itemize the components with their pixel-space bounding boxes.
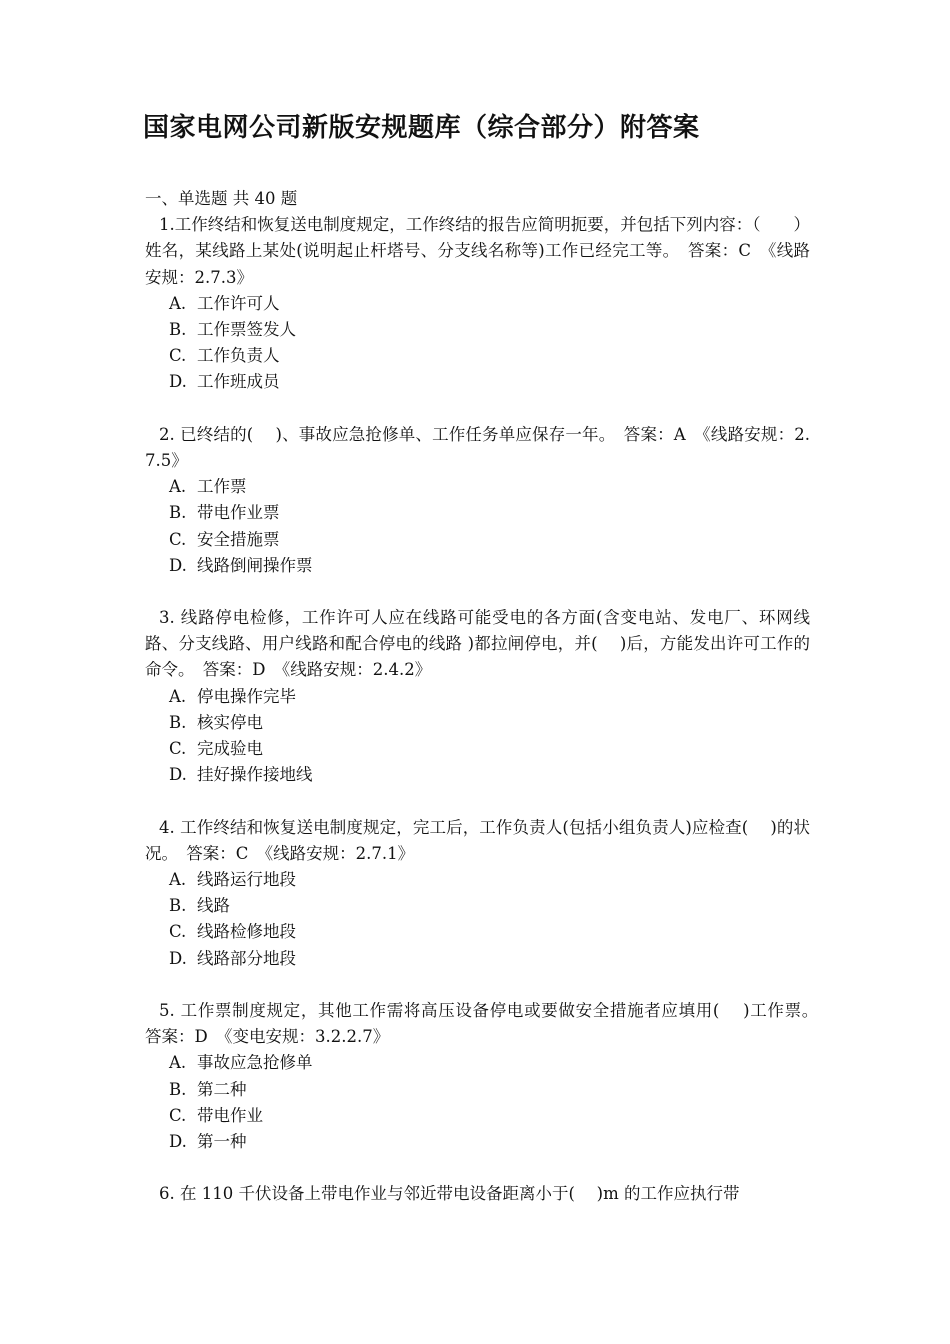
option-text: 完成验电 bbox=[197, 739, 263, 759]
option-text: 带电作业 bbox=[197, 1105, 263, 1125]
document-title: 国家电网公司新版安规题库（综合部分）附答案 bbox=[143, 113, 700, 143]
option-text: 事故应急抢修单 bbox=[197, 1053, 313, 1073]
option-c bbox=[145, 919, 810, 945]
question-text: 4. 工作终结和恢复送电制度规定，完工后，工作负责人(包括小组负责人)应检查( )的状况。 答案：C 《线路安规：2.7.1》 bbox=[145, 817, 810, 863]
option-letter: D. bbox=[169, 1131, 187, 1151]
option-letter: D. bbox=[169, 555, 187, 575]
question-text: 3. 线路停电检修，工作许可人应在线路可能受电的各方面(含变电站、发电厂、环网线路、分支线路、用户线路和配合停电的线路 )都拉闸停电，并( )后，方能发出许可工作的命令。 答案：D 《线路安规：2.4.2》 bbox=[145, 608, 810, 680]
option-letter: A. bbox=[169, 293, 187, 313]
option-text: 工作票 bbox=[197, 477, 247, 497]
question-1 bbox=[145, 212, 810, 395]
option-letter: B. bbox=[169, 712, 187, 732]
option-b bbox=[145, 317, 810, 343]
option-letter: C. bbox=[169, 346, 187, 366]
option-d bbox=[145, 762, 810, 788]
option-text: 停电操作完毕 bbox=[197, 686, 296, 706]
option-text: 第一种 bbox=[197, 1131, 247, 1151]
option-c bbox=[145, 1103, 810, 1129]
question-text: 1.工作终结和恢复送电制度规定，工作终结的报告应简明扼要，并包括下列内容：（ ）姓名，某线路上某处(说明起止杆塔号、分支线名称等)工作已经完工等。 答案：C 《线路安规：2.7.3》 bbox=[145, 215, 810, 287]
option-text: 第二种 bbox=[197, 1079, 247, 1099]
option-letter: A. bbox=[169, 477, 187, 497]
option-text: 工作负责人 bbox=[197, 346, 280, 366]
option-text: 挂好操作接地线 bbox=[197, 765, 313, 785]
document-body bbox=[145, 186, 827, 1208]
option-letter: B. bbox=[169, 1079, 187, 1099]
option-letter: B. bbox=[169, 896, 187, 916]
question-6 bbox=[145, 1181, 810, 1207]
option-letter: C. bbox=[169, 529, 187, 549]
option-letter: A. bbox=[169, 686, 187, 706]
option-letter: C. bbox=[169, 922, 187, 942]
spacer bbox=[145, 972, 810, 998]
option-letter: D. bbox=[169, 948, 187, 968]
option-d bbox=[145, 553, 810, 579]
option-b bbox=[145, 1077, 810, 1103]
option-text: 工作许可人 bbox=[197, 293, 280, 313]
option-b bbox=[145, 893, 810, 919]
option-list bbox=[145, 1050, 810, 1155]
option-letter: B. bbox=[169, 503, 187, 523]
option-text: 线路检修地段 bbox=[197, 922, 296, 942]
option-letter: C. bbox=[169, 1105, 187, 1125]
option-a bbox=[145, 867, 810, 893]
option-letter: D. bbox=[169, 765, 187, 785]
option-letter: D. bbox=[169, 372, 187, 392]
question-3 bbox=[145, 605, 810, 788]
question-2 bbox=[145, 422, 810, 579]
option-a bbox=[145, 474, 810, 500]
option-text: 线路部分地段 bbox=[197, 948, 296, 968]
option-list bbox=[145, 474, 810, 579]
question-text: 6. 在 110 千伏设备上带电作业与邻近带电设备距离小于( )m 的工作应执行带 bbox=[159, 1184, 740, 1204]
option-d bbox=[145, 1129, 810, 1155]
option-a bbox=[145, 291, 810, 317]
option-c bbox=[145, 736, 810, 762]
option-letter: A. bbox=[169, 1053, 187, 1073]
option-list bbox=[145, 291, 810, 396]
spacer bbox=[145, 788, 810, 814]
option-text: 线路倒闸操作票 bbox=[197, 555, 313, 575]
option-text: 带电作业票 bbox=[197, 503, 280, 523]
option-letter: C. bbox=[169, 739, 187, 759]
spacer bbox=[145, 1155, 810, 1181]
option-text: 安全措施票 bbox=[197, 529, 280, 549]
question-text: 5. 工作票制度规定，其他工作需将高压设备停电或要做安全措施者应填用( )工作票。 答案：D 《变电安规：3.2.2.7》 bbox=[145, 1000, 827, 1047]
option-text: 线路 bbox=[197, 896, 230, 916]
option-b bbox=[145, 500, 810, 526]
question-4 bbox=[145, 815, 810, 972]
option-text: 核实停电 bbox=[197, 712, 263, 732]
question-5 bbox=[145, 998, 827, 1155]
option-letter: A. bbox=[169, 870, 187, 890]
option-list bbox=[145, 867, 810, 972]
option-text: 工作班成员 bbox=[197, 372, 280, 392]
spacer bbox=[145, 396, 810, 422]
option-a bbox=[145, 684, 810, 710]
spacer bbox=[145, 579, 810, 605]
option-b bbox=[145, 710, 810, 736]
option-d bbox=[145, 369, 810, 395]
option-text: 线路运行地段 bbox=[197, 870, 296, 890]
section-heading: 一、单选题 共 40 题 bbox=[145, 189, 298, 208]
question-text: 2. 已终结的( )、事故应急抢修单、工作任务单应保存一年。 答案：A 《线路安规：2.7.5》 bbox=[145, 424, 810, 470]
option-c bbox=[145, 343, 810, 369]
option-c bbox=[145, 527, 810, 553]
option-letter: B. bbox=[169, 319, 187, 339]
option-text: 工作票签发人 bbox=[197, 319, 296, 339]
option-a bbox=[145, 1050, 810, 1076]
option-list bbox=[145, 684, 810, 789]
option-d bbox=[145, 946, 810, 972]
